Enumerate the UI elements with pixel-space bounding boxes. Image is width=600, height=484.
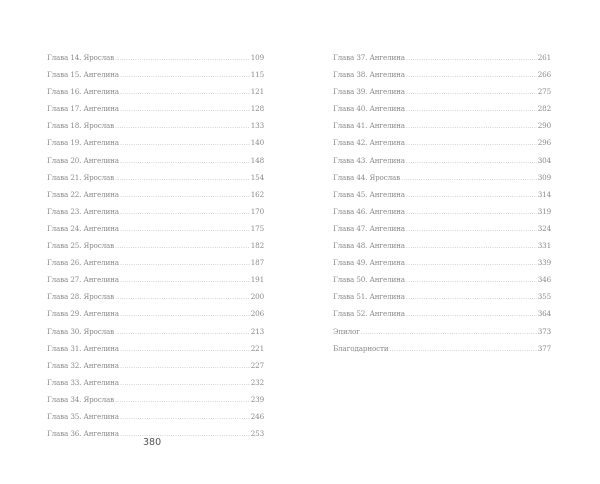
toc-entry (333, 134, 551, 151)
dot-leader (390, 341, 537, 358)
toc-entry-title: Глава 51. Ангелина (333, 292, 405, 302)
toc-entry-title: Глава 41. Ангелина (333, 121, 405, 131)
dot-leader (406, 238, 537, 255)
dot-leader (406, 118, 537, 135)
toc-entry-page: 339 (537, 258, 551, 268)
toc-entry-page: 331 (537, 241, 551, 251)
toc-entry-page: 191 (250, 275, 264, 285)
toc-entry (47, 323, 264, 340)
toc-entry-page: 162 (250, 189, 264, 199)
toc-entry-page: 187 (250, 258, 264, 268)
toc-entry-page: 115 (250, 70, 264, 80)
dot-leader (406, 135, 537, 152)
toc-entry-page: 148 (250, 155, 264, 165)
toc-entry (47, 203, 264, 220)
toc-entry (47, 254, 264, 271)
dot-leader (120, 306, 250, 323)
toc-entry-page: 121 (250, 87, 264, 97)
toc-entry (47, 134, 264, 151)
toc-entry-page: 109 (250, 53, 264, 62)
toc-entry (47, 408, 264, 425)
toc-entry-page: 346 (537, 275, 551, 285)
toc-entry-page: 290 (537, 121, 551, 131)
dot-leader (406, 50, 537, 67)
toc-entry (47, 100, 264, 117)
toc-right-column (333, 49, 551, 357)
toc-entry-title: Глава 18. Ярослав (47, 121, 115, 131)
toc-entry-page: 213 (250, 326, 264, 336)
toc-entry (333, 100, 551, 117)
toc-entry (47, 220, 264, 237)
toc-entry-title: Глава 34. Ярослав (47, 394, 115, 404)
toc-entry-title: Глава 36. Ангелина (47, 429, 119, 439)
dot-leader (115, 392, 250, 409)
toc-entry (333, 340, 551, 357)
toc-entry-title: Глава 43. Ангелина (333, 155, 405, 165)
toc-entry-page: 319 (537, 206, 551, 216)
dot-leader (120, 84, 250, 101)
toc-entry-title: Глава 31. Ангелина (47, 343, 119, 353)
dot-leader (120, 358, 250, 375)
dot-leader (406, 84, 537, 101)
toc-entry-page: 154 (250, 172, 264, 182)
toc-entry-page: 221 (250, 343, 264, 353)
dot-leader (120, 221, 250, 238)
toc-entry-title: Глава 46. Ангелина (333, 206, 405, 216)
toc-entry (47, 305, 264, 322)
toc-entry-page: 246 (250, 411, 264, 421)
toc-entry-page: 239 (250, 394, 264, 404)
dot-leader (406, 187, 537, 204)
toc-entry-title: Глава 48. Ангелина (333, 241, 405, 251)
toc-entry (47, 186, 264, 203)
dot-leader (115, 50, 250, 67)
dot-leader (120, 255, 250, 272)
toc-entry (47, 117, 264, 134)
dot-leader (406, 101, 537, 118)
toc-entry-title: Глава 19. Ангелина (47, 138, 119, 148)
toc-entry-page: 206 (250, 309, 264, 319)
toc-entry-title: Глава 25. Ярослав (47, 241, 115, 251)
toc-entry-title: Глава 33. Ангелина (47, 377, 119, 387)
toc-entry-page: 309 (537, 172, 551, 182)
dot-leader (115, 238, 250, 255)
toc-entry-page: 324 (537, 223, 551, 233)
toc-entry-page: 282 (537, 104, 551, 114)
dot-leader (120, 153, 250, 170)
dot-leader (120, 426, 250, 443)
dot-leader (115, 170, 250, 187)
toc-entry-title: Глава 29. Ангелина (47, 309, 119, 319)
dot-leader (115, 118, 250, 135)
dot-leader (406, 153, 537, 170)
toc-entry-page: 175 (250, 223, 264, 233)
toc-entry-title: Глава 15. Ангелина (47, 70, 119, 80)
toc-entry-page: 266 (537, 70, 551, 80)
dot-leader (120, 101, 250, 118)
toc-entry-page: 296 (537, 138, 551, 148)
dot-leader (115, 289, 250, 306)
toc-entry-title: Благодарности (333, 343, 389, 353)
dot-leader (406, 255, 537, 272)
dot-leader (406, 221, 537, 238)
dot-leader (406, 204, 537, 221)
dot-leader (120, 375, 250, 392)
toc-entry (47, 169, 264, 186)
toc-entry (333, 169, 551, 186)
toc-entry-title: Глава 42. Ангелина (333, 138, 405, 148)
toc-entry (47, 49, 264, 66)
toc-entry (333, 83, 551, 100)
toc-entry-title: Глава 30. Ярослав (47, 326, 115, 336)
dot-leader (120, 135, 250, 152)
toc-entry (333, 323, 551, 340)
toc-entry (333, 186, 551, 203)
toc-entry-title: Глава 35. Ангелина (47, 411, 119, 421)
toc-entry (333, 237, 551, 254)
toc-entry (47, 66, 264, 83)
toc-entry (47, 288, 264, 305)
toc-entry-page: 128 (250, 104, 264, 114)
toc-entry (47, 357, 264, 374)
toc-entry-page: 182 (250, 241, 264, 251)
toc-entry-title: Глава 27. Ангелина (47, 275, 119, 285)
page-number: 380 (143, 437, 162, 448)
toc-entry-page: 232 (250, 377, 264, 387)
dot-leader (120, 409, 250, 426)
toc-entry (333, 203, 551, 220)
toc-entry (333, 49, 551, 66)
toc-entry-title: Глава 20. Ангелина (47, 155, 119, 165)
toc-entry-page: 253 (250, 429, 264, 439)
dot-leader (406, 289, 537, 306)
toc-entry-title: Глава 37. Ангелина (333, 53, 405, 62)
dot-leader (115, 324, 250, 341)
dot-leader (120, 341, 250, 358)
toc-entry (47, 271, 264, 288)
dot-leader (120, 67, 250, 84)
toc-entry (47, 152, 264, 169)
toc-left-column (47, 49, 264, 442)
toc-entry (47, 374, 264, 391)
toc-entry-title: Глава 45. Ангелина (333, 189, 405, 199)
toc-entry-page: 133 (250, 121, 264, 131)
toc-entry-title: Глава 40. Ангелина (333, 104, 405, 114)
dot-leader (361, 324, 537, 341)
toc-entry (333, 254, 551, 271)
toc-entry-title: Глава 17. Ангелина (47, 104, 119, 114)
toc-entry-title: Глава 22. Ангелина (47, 189, 119, 199)
toc-entry (47, 237, 264, 254)
toc-entry-page: 200 (250, 292, 264, 302)
toc-entry (47, 83, 264, 100)
toc-entry (333, 152, 551, 169)
toc-entry-title: Глава 47. Ангелина (333, 223, 405, 233)
toc-entry-page: 304 (537, 155, 551, 165)
toc-entry (47, 340, 264, 357)
toc-entry-title: Эпилог (333, 326, 360, 336)
toc-entry-title: Глава 49. Ангелина (333, 258, 405, 268)
dot-leader (120, 187, 250, 204)
toc-entry-title: Глава 21. Ярослав (47, 172, 115, 182)
toc-entry-title: Глава 28. Ярослав (47, 292, 115, 302)
toc-entry (333, 288, 551, 305)
toc-entry-title: Глава 16. Ангелина (47, 87, 119, 97)
toc-entry-title: Глава 26. Ангелина (47, 258, 119, 268)
toc-entry-title: Глава 38. Ангелина (333, 70, 405, 80)
dot-leader (120, 204, 250, 221)
toc-entry-page: 140 (250, 138, 264, 148)
toc-entry-title: Глава 52. Ангелина (333, 309, 405, 319)
toc-entry-page: 170 (250, 206, 264, 216)
toc-entry (333, 117, 551, 134)
dot-leader (406, 272, 537, 289)
toc-entry-page: 261 (537, 53, 551, 62)
toc-entry-page: 314 (537, 189, 551, 199)
toc-entry-title: Глава 24. Ангелина (47, 223, 119, 233)
toc-entry (333, 66, 551, 83)
toc-entry-page: 377 (537, 343, 551, 353)
toc-entry-title: Глава 39. Ангелина (333, 87, 405, 97)
toc-entry-page: 373 (537, 326, 551, 336)
dot-leader (401, 170, 537, 187)
toc-entry-page: 364 (537, 309, 551, 319)
toc-entry (47, 391, 264, 408)
toc-entry-page: 355 (537, 292, 551, 302)
toc-entry (333, 271, 551, 288)
toc-entry-page: 275 (537, 87, 551, 97)
toc-entry-title: Глава 44. Ярослав (333, 172, 401, 182)
toc-entry-title: Глава 50. Ангелина (333, 275, 405, 285)
toc-entry-title: Глава 14. Ярослав (47, 53, 115, 62)
dot-leader (120, 272, 250, 289)
toc-entry-page: 227 (250, 360, 264, 370)
toc-entry-title: Глава 32. Ангелина (47, 360, 119, 370)
toc-entry (333, 305, 551, 322)
dot-leader (406, 67, 537, 84)
toc-entry (333, 220, 551, 237)
dot-leader (406, 306, 537, 323)
toc-entry-title: Глава 23. Ангелина (47, 206, 119, 216)
